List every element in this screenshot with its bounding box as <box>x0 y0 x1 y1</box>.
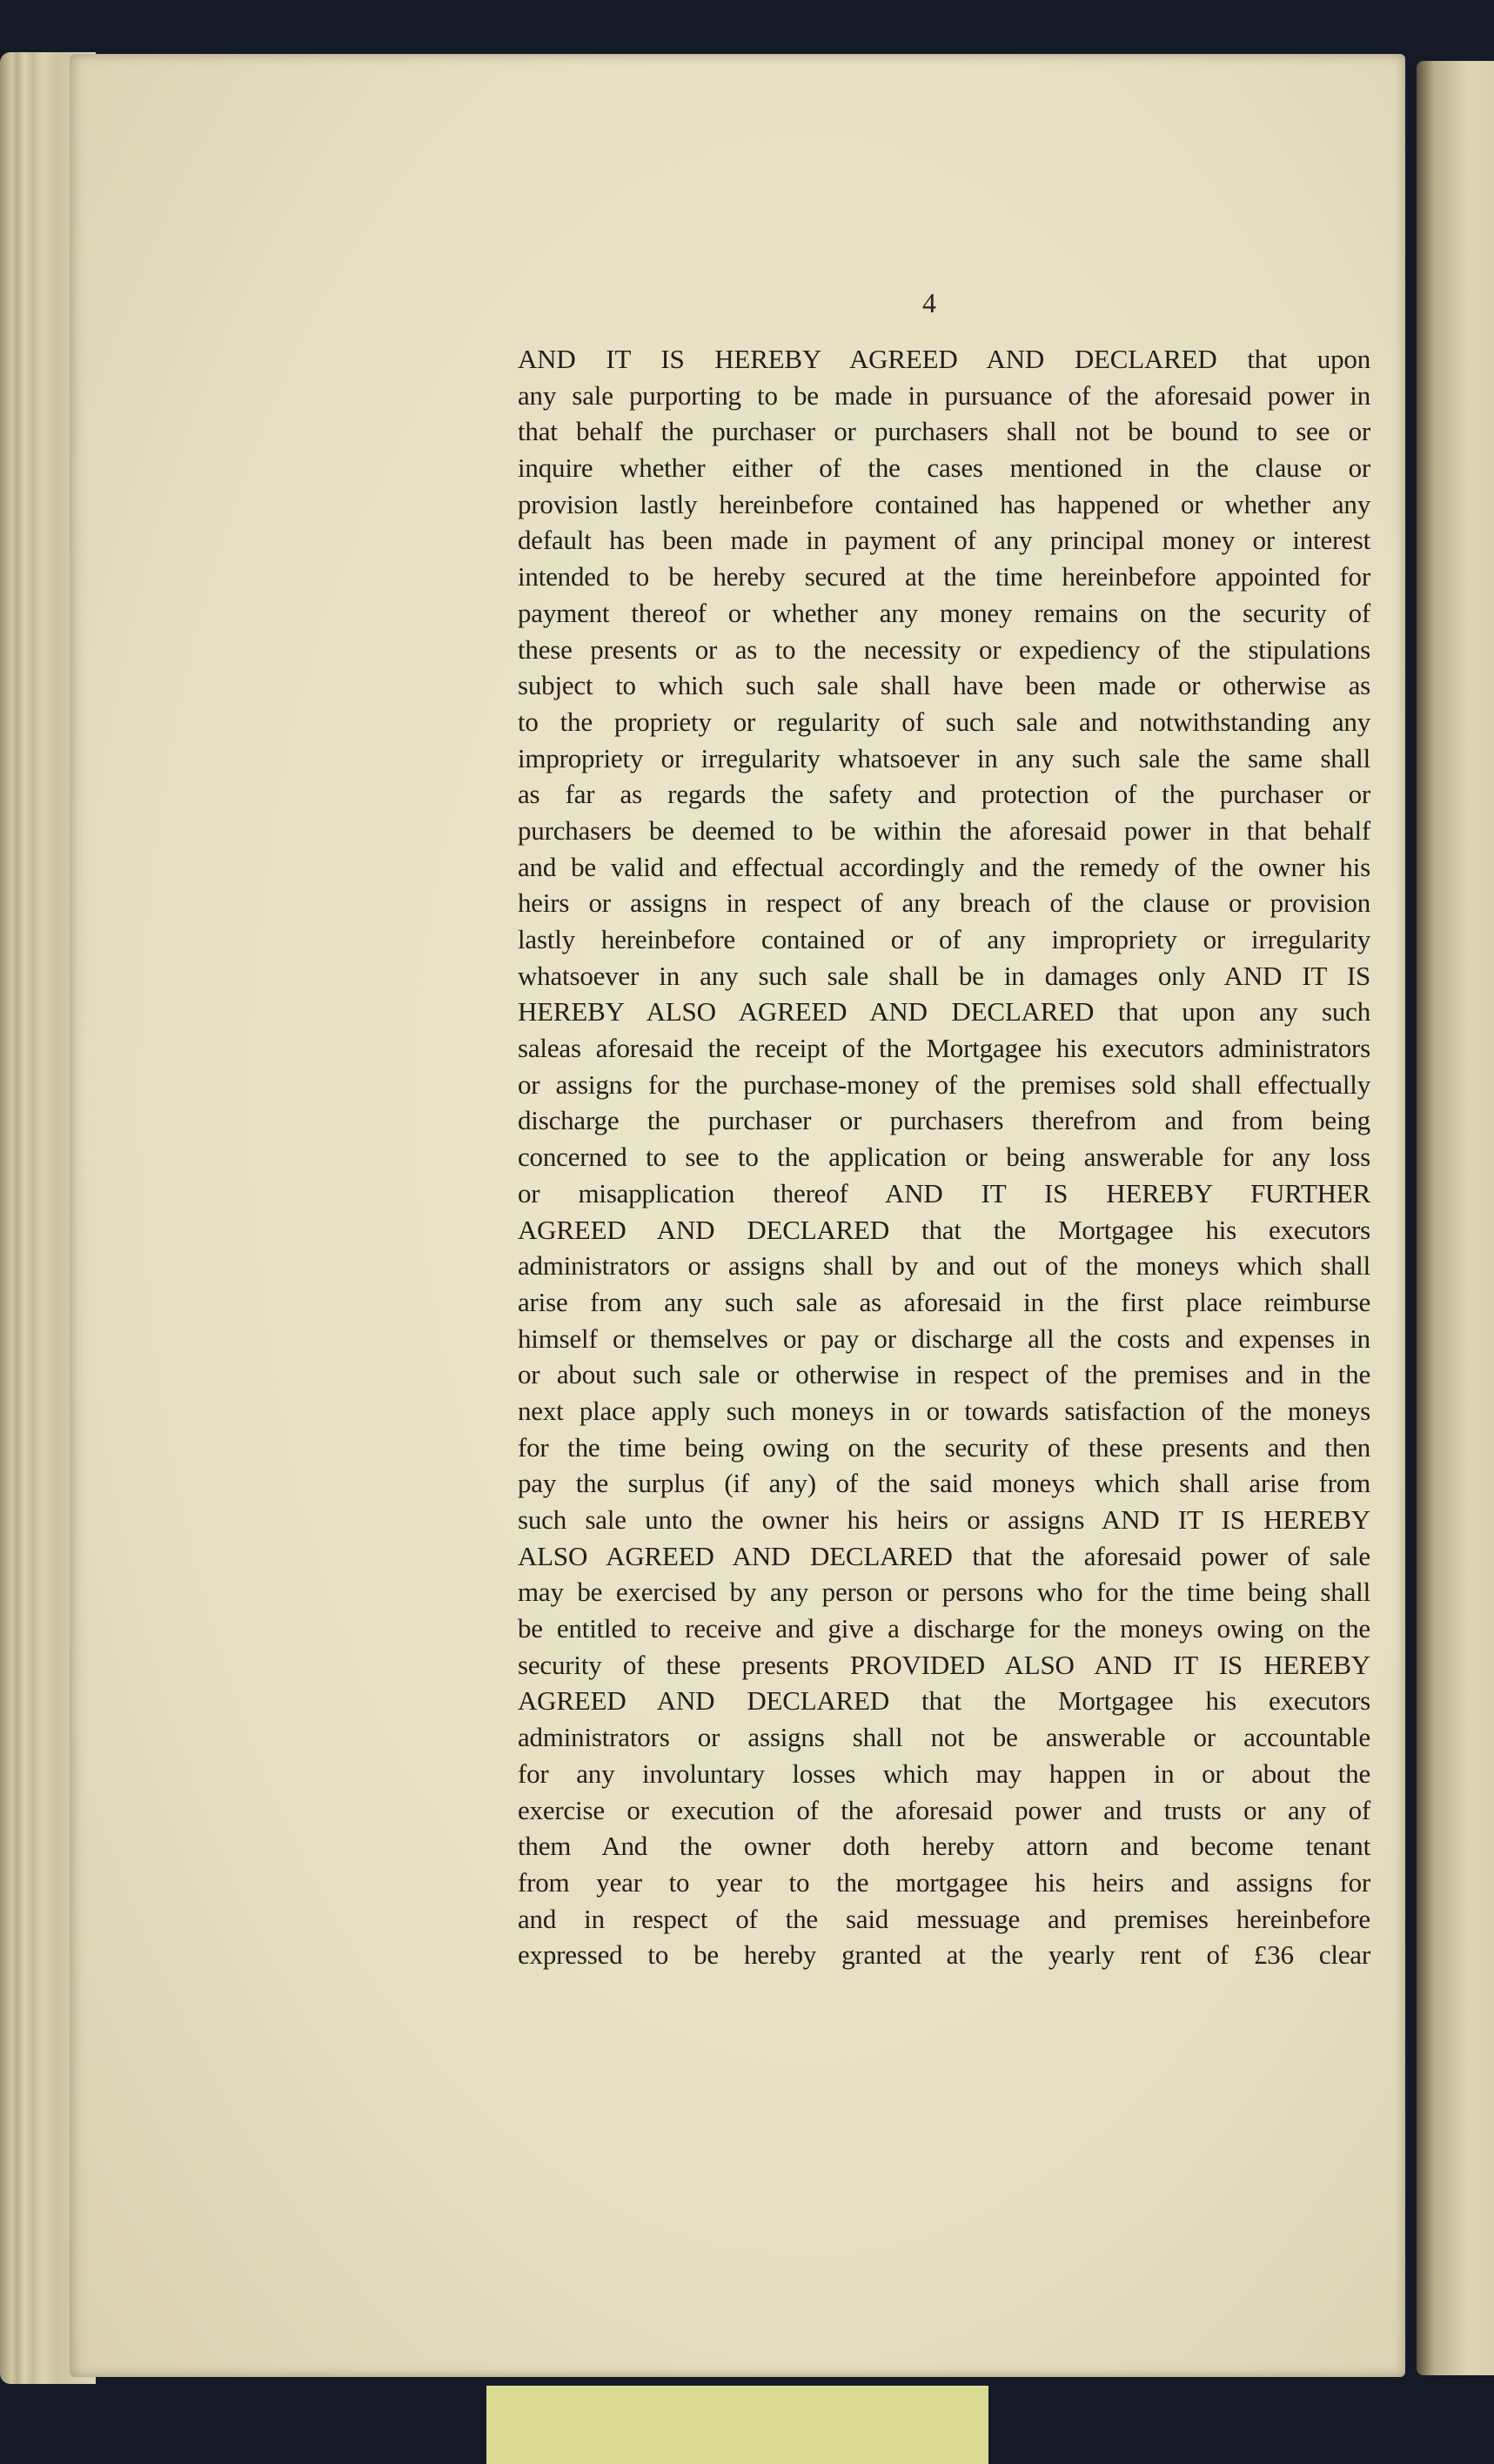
text-line <box>518 994 1370 1030</box>
text-line-content: whatsoever in any such sale shall be in damages only AND IT IS <box>518 960 1370 991</box>
text-line-content: as far as regards the safety and protection of the purchaser or <box>518 779 1370 810</box>
text-line-content: and be valid and effectual accordingly and the remedy of the owner his <box>518 851 1370 882</box>
text-line-content: may be exercised by any person or persons who for the time being shall <box>518 1577 1370 1608</box>
text-line-content: AGREED AND DECLARED that the Mortgagee his executors <box>518 1685 1370 1717</box>
text-line-content: arise from any such sale as aforesaid in the first place reimburse <box>518 1286 1370 1317</box>
text-line <box>518 413 1370 450</box>
text-line <box>518 849 1370 886</box>
text-line-content: lastly hereinbefore contained or of any impropriety or irregularity <box>518 924 1370 954</box>
text-line <box>518 776 1370 813</box>
text-line <box>518 885 1370 921</box>
text-line <box>518 1284 1370 1321</box>
text-line <box>518 522 1370 559</box>
text-line-content: AND IT IS HEREBY AGREED AND DECLARED that upon <box>518 344 1370 374</box>
text-line <box>518 667 1370 704</box>
text-line-content: default has been made in payment of any principal money or interest <box>518 525 1370 556</box>
text-line-content: such sale unto the owner his heirs or assigns AND IT IS HEREBY <box>518 1504 1370 1535</box>
text-line <box>518 1175 1370 1212</box>
page-number: 4 <box>922 287 936 318</box>
text-line-content: HEREBY ALSO AGREED AND DECLARED that upon any such <box>518 996 1370 1028</box>
text-line <box>518 958 1370 994</box>
text-line <box>518 1901 1370 1938</box>
text-line <box>518 341 1370 378</box>
body-text <box>518 341 1370 1973</box>
text-line-content: heirs or assigns in respect of any breach of the clause or provision <box>518 887 1370 919</box>
text-line <box>518 1719 1370 1756</box>
text-line-content: ALSO AGREED AND DECLARED that the aforesaid power of sale <box>518 1540 1370 1571</box>
text-line <box>518 813 1370 849</box>
text-line-content: inquire whether either of the cases mentioned in the clause or <box>518 452 1370 484</box>
text-line <box>518 1430 1370 1466</box>
text-line-content: or about such sale or otherwise in respect of the premises and in the <box>518 1359 1370 1390</box>
text-line-content: these presents or as to the necessity or expediency of the stipulations <box>518 633 1370 665</box>
text-line-content: intended to be hereby secured at the time hereinbefore appointed for <box>518 561 1370 593</box>
text-line <box>518 450 1370 486</box>
text-line <box>518 559 1370 595</box>
text-line <box>518 486 1370 523</box>
text-line <box>518 1828 1370 1865</box>
text-line <box>518 1792 1370 1829</box>
text-line-content: be entitled to receive and give a discharge for the moneys owing on the <box>518 1613 1370 1644</box>
text-line-content: next place apply such moneys in or towards satisfaction of the moneys <box>518 1395 1370 1426</box>
text-line-content: concerned to see to the application or being answerable for any loss <box>518 1142 1370 1173</box>
text-line <box>518 1647 1370 1684</box>
text-line-content: expressed to be hereby granted at the yearly rent of £36 clear <box>518 1939 1370 1971</box>
text-line <box>518 740 1370 777</box>
facing-page-edge <box>1417 61 1494 2375</box>
text-line <box>518 921 1370 958</box>
text-line <box>518 1756 1370 1792</box>
text-line <box>518 595 1370 632</box>
text-line-content: exercise or execution of the aforesaid power and trusts or any of <box>518 1794 1370 1825</box>
text-line <box>518 378 1370 414</box>
text-line-content: administrators or assigns shall by and out of the moneys which shall <box>518 1250 1370 1282</box>
text-line <box>518 1067 1370 1103</box>
text-line <box>518 1356 1370 1393</box>
text-line <box>518 1139 1370 1175</box>
text-line-content: for the time being owing on the security of these presents and then <box>518 1431 1370 1463</box>
text-line-content: from year to year to the mortgagee his heirs and assigns for <box>518 1866 1370 1898</box>
text-line-content: for any involuntary losses which may happen in or about the <box>518 1758 1370 1789</box>
text-line-content: AGREED AND DECLARED that the Mortgagee his executors <box>518 1214 1370 1245</box>
text-line-content: or assigns for the purchase-money of the premises sold shall effectually <box>518 1068 1370 1100</box>
text-line-content: himself or themselves or pay or discharge all the costs and expenses in <box>518 1322 1370 1354</box>
text-line-content: that behalf the purchaser or purchasers shall not be bound to see or <box>518 416 1370 447</box>
text-line-content: saleas aforesaid the receipt of the Mortgagee his executors administrators <box>518 1033 1370 1064</box>
text-line <box>518 1321 1370 1357</box>
text-line <box>518 1502 1370 1538</box>
text-line-content: security of these presents PROVIDED ALSO AND IT IS HEREBY <box>518 1649 1370 1680</box>
text-line <box>518 1102 1370 1139</box>
text-line-content: purchasers be deemed to be within the aforesaid power in that behalf <box>518 814 1370 846</box>
text-line-content: administrators or assigns shall not be answerable or accountable <box>518 1722 1370 1753</box>
text-line <box>518 632 1370 668</box>
text-line <box>518 1248 1370 1284</box>
text-line <box>518 704 1370 740</box>
text-line <box>518 1865 1370 1901</box>
text-line <box>518 1683 1370 1719</box>
text-line <box>518 1610 1370 1647</box>
text-line-content: them And the owner doth hereby attorn and become tenant <box>518 1831 1370 1862</box>
text-line-content: to the propriety or regularity of such sale and notwithstanding any <box>518 706 1370 737</box>
text-line-content: subject to which such sale shall have been made or otherwise as <box>518 670 1370 701</box>
bookmark-tag <box>486 2386 988 2464</box>
text-line-content: pay the surplus (if any) of the said moneys which shall arise from <box>518 1468 1370 1499</box>
text-line <box>518 1937 1370 1973</box>
text-line <box>518 1393 1370 1430</box>
text-line-content: payment thereof or whether any money remains on the security of <box>518 597 1370 628</box>
text-line-content: any sale purporting to be made in pursuance of the aforesaid power in <box>518 379 1370 411</box>
text-line <box>518 1465 1370 1502</box>
text-line-content: and in respect of the said messuage and premises hereinbefore <box>518 1903 1370 1934</box>
text-line <box>518 1538 1370 1575</box>
text-line <box>518 1574 1370 1610</box>
text-line-content: impropriety or irregularity whatsoever in any such sale the same shall <box>518 742 1370 773</box>
text-line-content: or misapplication thereof AND IT IS HEREBY FURTHER <box>518 1177 1370 1209</box>
text-line-content: provision lastly hereinbefore contained has happened or whether any <box>518 488 1370 519</box>
text-line <box>518 1212 1370 1249</box>
text-line <box>518 1030 1370 1067</box>
text-line-content: discharge the purchaser or purchasers therefrom and from being <box>518 1105 1370 1136</box>
